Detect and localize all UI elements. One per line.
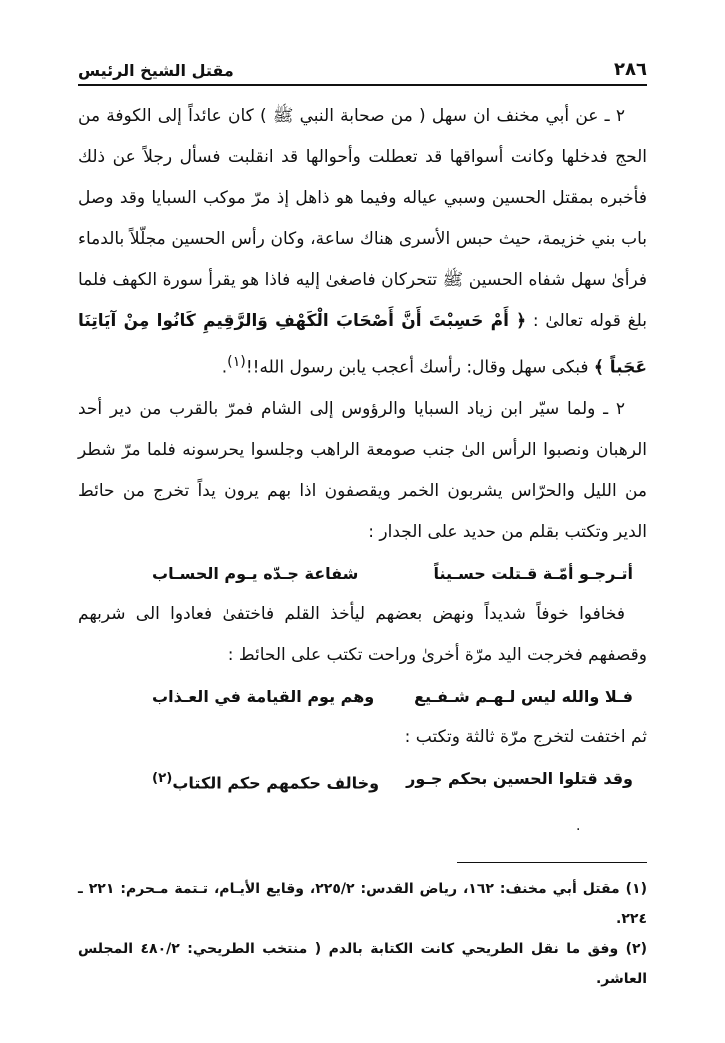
page-header (78, 50, 647, 86)
poem-line-1 (92, 553, 633, 594)
paragraph-4: ثم اختفت لتخرج مرّة ثالثة وتكتب : (404, 726, 647, 747)
page-body (78, 96, 647, 803)
paragraph-2: ٢ ـ ولما سيّر ابن زياد السبايا والرؤوس إلى الشام فمرّ بالقرب من دير أحد الرهبان ونصبوا الرأس الىٰ جنب صومعة الراهب وجلسوا يحرسونه فلما مرّ شطر من الليل والحرّاس يشربون الخمر ويقصفون اذا بهم يرون يداً تخرج من حائط الدير وتكتب بقلم من حديد على الجدار : (78, 398, 647, 542)
footnote-1: (١) مقتل أبي مخنف: ١٦٢، رياض القدس: ٢٢٥/٢، وقايع الأيـام، تـتمة مـحرم: ٢٢١ ـ ٢٢٤. (78, 881, 647, 927)
poem-line-1-second: شفاعة جـدّه يـوم الحسـاب (152, 563, 359, 583)
paragraph-1: ٢ ـ عن أبي مخنف ان سهل ( من صحابة النبي ﷺ ) كان عائداً إلى الكوفة من الحج فدخلها وكانت أسواقها قد تعطلت وأحوالها قد انقلبت فسأل رجلاً عن ذلك فأخبره بمقتل الحسين وسبي عياله وفيما هو ذاهل إذ مرّ موكب السبايا وقد وصل باب بني خزيمة، حيث حبس الأسرى هناك ساعة، وكان رأس الحسين مجلّلاً بالدماء فرأىٰ سهل شفاه الحسين ﷺ تتحركان فاصغىٰ إليه فاذا هو يقرأ سورة الكهف فلما بلغ قوله تعالىٰ : ﴿ أَمْ حَسِبْتَ أَنَّ أَصْحَابَ الْكَهْفِ وَالرَّقِيمِ كَانُوا مِنْ آيَاتِنَا عَجَباً ﴾ فبكى سهل وقال: رأسك أعجب يابن رسول الله!!$^{(١)}$. (78, 106, 647, 378)
footnotes (78, 874, 647, 994)
paragraph-1-ending: فبكى سهل وقال: رأسك أعجب يابن رسول الله!! (245, 357, 589, 378)
poem-line-2-second: وهم يوم القيامة في العـذاب (152, 686, 375, 706)
poem-line-2 (92, 676, 633, 717)
poem-line-3 (92, 758, 633, 803)
paragraph-3: فخافوا خوفاً شديداً ونهض بعضهم ليأخذ القلم فاختفىٰ فعادوا الى شربهم وقصفهم فخرجت اليد مرّة أخرىٰ وراحت تكتب على الحائط : (78, 603, 647, 665)
poem-line-3-first: وقد قتلوا الحسين بحكم جـور (406, 768, 633, 788)
poem-line-3-second: وخالف حكمهم حكم الكتاب (172, 772, 380, 792)
footnote-ref-2[interactable]: (٢) (152, 770, 173, 786)
poem-line-1-first: أتـرجـو أمّـة قـتلت حسـيناً (433, 563, 633, 583)
poem-line-2-first: فـلا والله ليس لـهـم شـفـيع (414, 686, 633, 706)
paragraph-1-text: ٢ ـ عن أبي مخنف ان سهل ( من صحابة النبي ﷺ ) كان عائداً إلى الكوفة من الحج فدخلها وكانت أسواقها قد تعطلت وأحوالها قد انقلبت فسأل رجلاً عن ذلك فأخبره بمقتل الحسين وسبي عياله وفيما هو ذاهل إذ مرّ موكب السبايا وقد وصل باب بني خزيمة، حيث حبس الأسرى هناك ساعة، وكان رأس الحسين مجلّلاً بالدماء فرأىٰ سهل شفاه الحسين ﷺ تتحركان فاصغىٰ إليه فاذا هو يقرأ سورة الكهف فلما بلغ قوله تعالىٰ : (78, 106, 647, 331)
footnote-ref-1[interactable]: (١) (227, 354, 246, 370)
page-number: ٢٨٦ (614, 59, 647, 80)
footnote-2: (٢) وفق ما نقل الطريحي كانت الكتابة بالدم ( منتخب الطريحي: ٤٨٠/٢ المجلس العاشر. (78, 941, 647, 987)
stray-dot: . (576, 818, 581, 834)
quran-verse: ﴿ أَمْ حَسِبْتَ أَنَّ أَصْحَابَ الْكَهْفِ وَالرَّقِيمِ كَانُوا مِنْ آيَاتِنَا عَجَباً ﴾ (78, 311, 647, 378)
running-title: مقتل الشيخ الرئيس (78, 61, 234, 80)
footnote-separator (457, 862, 647, 863)
poem-line-3-second-wrap (152, 758, 379, 803)
